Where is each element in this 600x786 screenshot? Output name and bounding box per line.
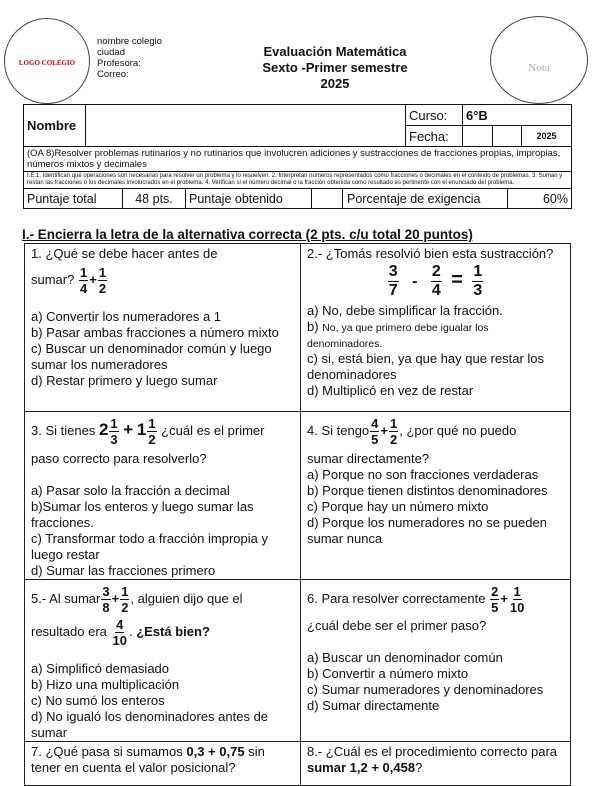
q3-option-a[interactable]: a) Pasar solo la fracción a decimal: [31, 483, 230, 498]
title-line-2: Sexto -Primer semestre: [262, 60, 408, 75]
date-month[interactable]: [493, 126, 522, 147]
q5-prompt: 5.- Al sumar $\frac{3}{8}$ + $\frac{1}{2}$ , alguien dijo que el: [31, 584, 243, 615]
q3-prompt: 3. Si tienes 2 $\frac{1}{3}$ + 1 $\frac{1}{2}$ ¿cuál es el primer: [31, 416, 265, 447]
q6-option-b[interactable]: b) Convertir a número mixto: [307, 666, 469, 681]
question-2: [301, 244, 571, 412]
q1-option-b[interactable]: b) Pasar ambas fracciones a número mixto: [31, 325, 279, 340]
q2-equation: $\frac{3}{7}$ - $\frac{2}{4}$ = $\frac{1}{3}$: [388, 263, 483, 299]
q4-option-c[interactable]: c) Porque hay un número mixto: [307, 499, 489, 514]
question-1: 1. ¿Qué se debe hacer antes de sumar? $\frac{1}{4}$ + $\frac{1}{2}$ a) Convertir los numeradores a 1 b) Pasar ambas fracciones a número mixto c) Buscar un denominador común y luego sumar los numeradores d) Restar primero y luego sumar: [25, 244, 301, 412]
q6-line2: ¿cuál debe ser el primer paso?: [307, 618, 487, 633]
q2-option-c[interactable]: c) si, está bien, ya que hay que restar los denominadores: [307, 351, 545, 382]
title-line-1: Evaluación Matemática: [263, 44, 407, 59]
q1-option-c[interactable]: c) Buscar un denominador común y luego sumar los numeradores: [31, 341, 272, 372]
q5-option-a[interactable]: a) Simplificó demasiado: [31, 661, 170, 676]
q4-prompt: 4. Si tengo $\frac{4}{5}$ + $\frac{1}{2}$ , ¿por qué no puedo: [307, 416, 517, 447]
question-3: [25, 412, 301, 580]
q5-line2: resultado era $\frac{4}{10}$ . ¿Está bien?: [31, 617, 210, 648]
q2-option-d[interactable]: d) Multiplicó en vez de restar: [307, 383, 474, 398]
school-city: ciudad: [97, 47, 125, 58]
requirement-value: 60%: [542, 191, 568, 206]
q1-intro: 1. ¿Qué se debe hacer antes de: [31, 246, 218, 261]
q5-option-c[interactable]: c) No sumó los enteros: [31, 693, 165, 708]
q5-option-b[interactable]: b) Hizo una multiplicación: [31, 677, 180, 692]
teacher-label: Profesora:: [97, 58, 141, 69]
indicators-text: I.E.1. Identifican qué operaciones son necesarias para resolver un problema y lo resuelven. 2. Interpretan números representados como fracciones o decimales en el contexto de problemas. 3. Suman y restan las fracciones o los decimales involucrados en el problema. 4. Verifican si el número decimal o la fracción obtenida como resultado es pertinente con el enunciado del problema.: [24, 172, 572, 189]
name-field[interactable]: [86, 105, 406, 147]
course-label: Curso:: [406, 105, 463, 126]
q1-fraction-2: $\frac{1}{2}$: [98, 265, 107, 296]
q4-option-d[interactable]: d) Porque los numeradores no se pueden sumar nunca: [307, 515, 547, 546]
date-label: Fecha:: [406, 126, 463, 147]
q2-option-b[interactable]: b) No, ya que primero debe igualar los denominadores.: [307, 319, 489, 350]
question-4: [301, 412, 571, 580]
section-title: I.- Encierra la letra de la alternativa correcta (2 pts. c/u total 20 puntos): [22, 227, 473, 242]
total-score-label: Puntaje total: [24, 189, 123, 208]
q4-option-a[interactable]: a) Porque no son fracciones verdaderas: [307, 467, 539, 482]
q4-line2: sumar directamente?: [307, 451, 430, 466]
grade-label: Nota: [528, 62, 550, 74]
grade-circle[interactable]: [490, 16, 588, 104]
email-label: Correo:: [97, 69, 129, 80]
q6-option-c[interactable]: c) Sumar numeradores y denominadores: [307, 682, 544, 697]
logo-circle: [4, 18, 90, 104]
questions-table: [24, 243, 571, 786]
obtained-score-field[interactable]: [312, 189, 343, 208]
question-7: 7. ¿Qué pasa si sumamos 0,3 + 0,75 sin tener en cuenta el valor posicional?: [25, 742, 301, 786]
q3-option-b[interactable]: b)Sumar los enteros y luego sumar las fracciones.: [31, 499, 254, 530]
q1-option-d[interactable]: d) Restar primero y luego sumar: [31, 373, 218, 388]
logo: LOGO COLEGIO: [18, 59, 76, 67]
q3-line2: paso correcto para resolverlo?: [31, 451, 207, 466]
q3-option-d[interactable]: d) Sumar las fracciones primero: [31, 563, 216, 578]
q1-prompt: sumar?: [31, 271, 75, 287]
name-label: Nombre: [24, 105, 86, 147]
q1-option-a[interactable]: a) Convertir los numeradores a 1: [31, 309, 222, 324]
q6-prompt: 6. Para resolver correctamente $\frac{2}{5}$ + $\frac{1}{10}$: [307, 584, 525, 615]
date-year: 2025: [522, 126, 572, 147]
obtained-score-label: Puntaje obtenido: [186, 189, 312, 208]
q2-option-a[interactable]: a) No, debe simplificar la fracción.: [307, 303, 503, 318]
school-info: [97, 36, 162, 80]
student-info-table: [23, 104, 572, 209]
objective-text: (OA 8)Resolver problemas rutinarios y no rutinarios que involucren adiciones y sustracciones de fracciones propias, impropias, números mixtos y decimales: [24, 147, 572, 172]
date-day[interactable]: [463, 126, 493, 147]
q4-option-b[interactable]: b) Porque tienen distintos denominadores: [307, 483, 548, 498]
requirement-label: Porcentaje de exigencia: [343, 189, 508, 208]
school-name: nombre colegio: [97, 36, 162, 47]
q3-option-c[interactable]: c) Transformar todo a fracción impropia y luego restar: [31, 531, 268, 562]
question-5: [25, 580, 301, 742]
title-line-3: 2025: [320, 76, 350, 91]
total-score-value: 48 pts.: [123, 189, 186, 208]
q5-option-d[interactable]: d) No igualó los denominadores antes de sumar: [31, 709, 269, 740]
q6-option-a[interactable]: a) Buscar un denominador común: [307, 650, 503, 665]
page-title: [225, 44, 445, 92]
q6-option-d[interactable]: d) Sumar directamente: [307, 698, 440, 713]
q1-fraction-1: $\frac{1}{4}$: [79, 265, 88, 296]
question-6: [301, 580, 571, 742]
question-8: 8.- ¿Cuál es el procedimiento correcto para sumar 1,2 + 0,458?: [301, 742, 571, 786]
q2-text: 2.- ¿Tomás resolvió bien esta sustracción?: [307, 246, 554, 261]
course-value: 6°B: [463, 105, 572, 126]
